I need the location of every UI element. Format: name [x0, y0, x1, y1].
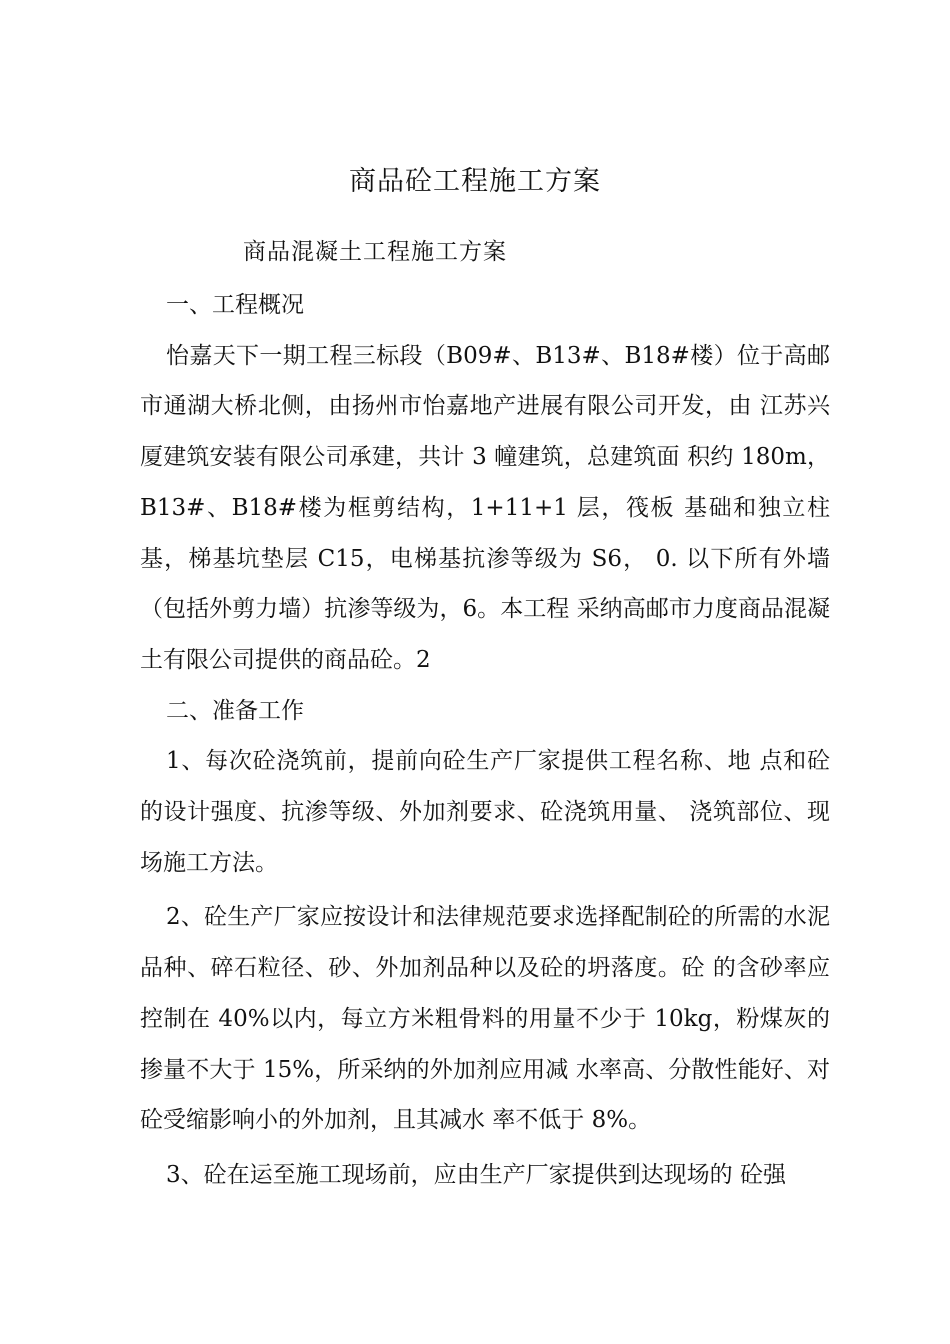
- page-title: 商品砼工程施工方案: [349, 166, 601, 197]
- section-heading-preparation: 二、准备工作: [166, 697, 304, 724]
- overview-paragraph: 怡嘉天下一期工程三标段（B09#、B13#、B18#楼）位于高邮市通湖大桥北侧，由扬州市怡嘉地产进展有限公司开发，由 江苏兴厦建筑安装有限公司承建，共计 3 幢建筑，总建筑面 积约 180m，B13#、B18#楼为框剪结构，1+11+1 层，筏板 基础和独立柱基，梯基坑垫层 C15，电梯基抗渗等级为 S6， 0. 以下所有外墙（包括外剪力墙）抗渗等级为，6。本工程 采纳高邮市力度商品混凝土有限公司提供的商品砼。2: [140, 342, 830, 673]
- section-heading-overview: 一、工程概况: [166, 292, 304, 318]
- preparation-item-3: 3、砼在运至施工现场前，应由生产厂家提供到达现场的 砼强: [166, 1161, 786, 1188]
- document-body: [140, 280, 830, 1201]
- preparation-item-1: 1、每次砼浇筑前，提前向砼生产厂家提供工程名称、地 点和砼的设计强度、抗渗等级、外加剂要求、砼浇筑用量、 浇筑部位、现场施工方法。: [140, 748, 830, 876]
- preparation-item-2: 2、砼生产厂家应按设计和法律规范要求选择配制砼的所需的水泥品种、碎石粒径、砂、外加剂品种以及砼的坍落度。砼 的含砂率应控制在 40%以内，每立方米粗骨料的用量不少于 10kg，粉煤灰的掺量不大于 15%，所采纳的外加剂应用减 水率高、分散性能好、对砼受缩影响小的外加剂，且其减水 率不低于 8%。: [140, 904, 830, 1134]
- document-subtitle: 商品混凝土工程施工方案: [243, 239, 507, 265]
